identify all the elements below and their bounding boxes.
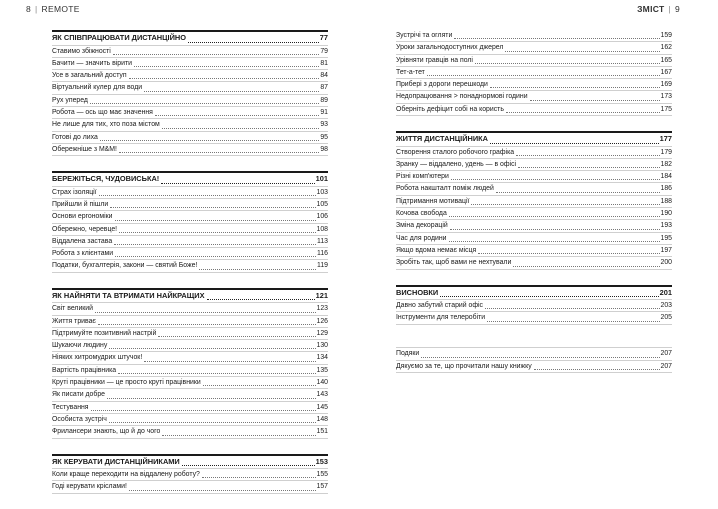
toc-chapter-heading[interactable] — [52, 454, 328, 470]
entry-title: Прибері з дороги перешкоди — [396, 81, 488, 89]
entry-page: 145 — [316, 403, 328, 411]
entry-page: 179 — [660, 148, 672, 156]
chapter-page: 177 — [659, 134, 672, 144]
entry-title: Шукаючи людину — [52, 342, 108, 350]
toc-chapter-heading[interactable] — [52, 288, 328, 304]
left-page-contents — [52, 30, 328, 509]
toc-entry[interactable] — [396, 147, 672, 159]
right-page-contents — [396, 30, 672, 388]
entry-title: Круті працівники — це просто круті працівники — [52, 379, 201, 387]
dot-leader — [440, 295, 658, 297]
dot-leader — [518, 166, 659, 168]
dot-leader — [155, 114, 319, 116]
entry-title: Створення сталого робочого графіка — [396, 148, 515, 156]
entry-title: Бачити — значить вірити — [52, 59, 132, 67]
dot-leader — [99, 194, 316, 196]
entry-title: Фрилансери знають, що й до чого — [52, 428, 161, 436]
toc-entry[interactable] — [396, 208, 672, 220]
entry-page: 182 — [660, 160, 672, 168]
entry-title: Не лише для тих, хто поза містом — [52, 121, 160, 129]
entry-title: Подяки — [396, 350, 420, 358]
toc-entry[interactable] — [396, 91, 672, 103]
dot-leader — [478, 252, 659, 254]
chapter-page: 77 — [319, 33, 328, 42]
dot-leader — [119, 231, 315, 233]
entry-title: Обережніше з M&M! — [52, 145, 117, 153]
dot-leader — [110, 206, 315, 208]
entry-page: 188 — [660, 197, 672, 205]
entry-title: Дякуємо за те, що прочитали нашу книжку — [396, 362, 532, 370]
entry-page: 98 — [320, 145, 328, 153]
header-separator: | — [35, 4, 38, 14]
chapter-title: ЖИТТЯ ДИСТАНЦІЙНИКА — [396, 134, 489, 144]
entry-title: Як писати добре — [52, 391, 105, 399]
dot-leader — [98, 323, 316, 325]
dot-leader — [100, 139, 320, 141]
entry-title: Уроки загальнодоступних джерел — [396, 44, 504, 52]
dot-leader — [129, 77, 320, 79]
dot-leader — [199, 268, 316, 270]
dot-leader — [207, 298, 315, 300]
dot-leader — [107, 397, 316, 399]
entry-title: Світ великий — [52, 305, 94, 313]
toc-entry[interactable] — [396, 220, 672, 232]
entry-title: Тестування — [52, 403, 89, 411]
entry-title: Робота з клієнтами — [52, 250, 114, 258]
toc-entry[interactable] — [52, 481, 328, 493]
right-page-number: 9 — [674, 4, 680, 14]
entry-page: 157 — [316, 483, 328, 491]
entry-page: 93 — [320, 121, 328, 129]
toc-section — [396, 285, 672, 373]
dot-leader — [114, 243, 316, 245]
toc-entry[interactable] — [396, 55, 672, 67]
entry-page: 167 — [660, 68, 672, 76]
toc-entry[interactable] — [52, 469, 328, 481]
entry-page: 130 — [316, 342, 328, 350]
book-title: REMOTE — [41, 4, 80, 14]
entry-page: 81 — [320, 59, 328, 67]
entry-page: 95 — [320, 133, 328, 141]
left-page-header — [26, 4, 80, 14]
dot-leader — [450, 228, 660, 230]
toc-entry[interactable] — [52, 211, 328, 223]
entry-title: Підтримуйте позитивний настрій — [52, 329, 157, 337]
entry-title: Страх ізоляції — [52, 188, 97, 196]
toc-entry[interactable] — [396, 312, 672, 324]
toc-entry[interactable] — [396, 159, 672, 171]
toc-entry[interactable] — [52, 236, 328, 248]
dot-leader — [490, 86, 660, 88]
dot-leader — [475, 62, 660, 64]
toc-section — [52, 30, 328, 156]
chapter-page: 121 — [315, 290, 328, 300]
dot-leader — [427, 74, 660, 76]
dot-leader — [162, 127, 320, 129]
entry-title: Ніяких хитромудрих штучок! — [52, 354, 143, 362]
toc-entry[interactable] — [52, 389, 328, 401]
toc-entry[interactable] — [52, 414, 328, 426]
dot-leader — [421, 356, 659, 358]
entry-page: 84 — [320, 72, 328, 80]
toc-spacer — [396, 325, 672, 349]
entry-title: Інструменти для телеробіти — [396, 314, 486, 322]
toc-entry[interactable] — [52, 199, 328, 211]
dot-leader — [449, 240, 660, 242]
toc-entry[interactable] — [396, 233, 672, 245]
entry-title: Віддалена застава — [52, 237, 113, 245]
dot-leader — [109, 421, 316, 423]
entry-page: 79 — [320, 47, 328, 55]
dot-leader — [144, 90, 319, 92]
dot-leader — [490, 142, 659, 144]
toc-entry[interactable] — [396, 67, 672, 79]
entry-title: Усе в загальний доступ — [52, 72, 127, 80]
entry-title: Готові до лиха — [52, 133, 98, 141]
chapter-page: 153 — [315, 456, 328, 466]
toc-entry[interactable] — [396, 257, 672, 269]
entry-page: 197 — [660, 246, 672, 254]
toc-section — [52, 171, 328, 273]
toc-entry[interactable] — [396, 104, 672, 116]
entry-page: 91 — [320, 108, 328, 116]
entry-title: Робота накшталт поміж людей — [396, 185, 494, 193]
toc-entry[interactable] — [52, 224, 328, 236]
entry-title: Коли краще переходити на віддалену роботу? — [52, 471, 200, 479]
entry-page: 190 — [660, 210, 672, 218]
header-separator: | — [668, 4, 671, 14]
entry-page: 148 — [316, 415, 328, 423]
entry-title: Тет-а-тет — [396, 68, 425, 76]
entry-title: Недопрацювання > понаднормові години — [396, 93, 528, 101]
entry-title: Годі керувати кріслами! — [52, 483, 127, 491]
entry-page: 195 — [660, 234, 672, 242]
dot-leader — [203, 384, 316, 386]
toc-entry[interactable] — [52, 303, 328, 315]
entry-title: Основи ергономіки — [52, 213, 113, 221]
dot-leader — [119, 151, 319, 153]
dot-leader — [109, 347, 315, 349]
chapter-title: БЕРЕЖІТЬСЯ, ЧУДОВИСЬКА! — [52, 174, 160, 184]
toc-entry[interactable] — [52, 377, 328, 389]
toc-entry[interactable] — [52, 340, 328, 352]
toc-entry[interactable] — [52, 58, 328, 70]
chapter-page: 201 — [659, 287, 672, 297]
entry-title: Урівняти гравців на полі — [396, 56, 473, 64]
dot-leader — [144, 360, 315, 362]
toc-entry[interactable] — [52, 328, 328, 340]
toc-entry[interactable] — [52, 107, 328, 119]
toc-entry[interactable] — [396, 300, 672, 312]
toc-section — [396, 30, 672, 116]
dot-leader — [516, 154, 659, 156]
toc-entry[interactable] — [52, 402, 328, 414]
entry-title: Зміна декорацій — [396, 222, 448, 230]
toc-entry[interactable] — [52, 248, 328, 260]
contents-title: ЗМІСТ — [637, 4, 665, 14]
entry-title: Зустрічі та огляти — [396, 32, 453, 39]
toc-chapter-heading[interactable] — [52, 30, 328, 46]
entry-page: 106 — [316, 213, 328, 221]
left-page-number: 8 — [26, 4, 32, 14]
entry-title: Час для родини — [396, 234, 447, 242]
entry-page: 186 — [660, 185, 672, 193]
entry-page: 159 — [660, 32, 672, 39]
entry-page: 200 — [660, 259, 672, 267]
chapter-title: ЯК СПІВПРАЦЮВАТИ ДИСТАНЦІЙНО — [52, 33, 186, 42]
entry-title: Зробіть так, щоб вами не нехтували — [396, 259, 512, 267]
toc-entry[interactable] — [52, 95, 328, 107]
dot-leader — [202, 476, 316, 478]
toc-entry[interactable] — [396, 30, 672, 42]
toc-entry[interactable] — [52, 144, 328, 156]
dot-leader — [113, 53, 320, 55]
dot-leader — [471, 203, 659, 205]
entry-title: Обережно, черевце! — [52, 225, 118, 233]
chapter-page: 101 — [315, 174, 328, 184]
toc-entry[interactable] — [52, 316, 328, 328]
dot-leader — [95, 311, 315, 313]
entry-title: Давно забутий старий офіс — [396, 302, 483, 310]
entry-page: 116 — [317, 250, 328, 258]
toc-entry[interactable] — [52, 132, 328, 144]
dot-leader — [115, 255, 316, 257]
entry-page: 89 — [320, 96, 328, 104]
entry-page: 151 — [316, 428, 328, 436]
dot-leader — [506, 111, 660, 113]
toc-entry[interactable] — [396, 348, 672, 360]
chapter-title: ЯК КЕРУВАТИ ДИСТАНЦІЙНИКАМИ — [52, 456, 180, 466]
dot-leader — [454, 37, 659, 39]
entry-title: Кочова свобода — [396, 210, 447, 218]
toc-entry[interactable] — [52, 260, 328, 272]
entry-page: 207 — [660, 362, 672, 370]
entry-page: 143 — [316, 391, 328, 399]
toc-entry[interactable] — [52, 426, 328, 438]
toc-entry[interactable] — [52, 46, 328, 58]
chapter-title: ВИСНОВКИ — [396, 287, 439, 297]
dot-leader — [496, 191, 660, 193]
entry-title: Підтримання мотивації — [396, 197, 470, 205]
entry-title: Вартість працівника — [52, 366, 117, 374]
toc-section — [396, 131, 672, 269]
toc-entry[interactable] — [396, 361, 672, 373]
entry-page: 162 — [660, 44, 672, 52]
dot-leader — [158, 335, 315, 337]
toc-chapter-heading[interactable] — [396, 285, 672, 301]
dot-leader — [118, 372, 315, 374]
dot-leader — [182, 464, 315, 466]
toc-entry[interactable] — [52, 119, 328, 131]
toc-entry[interactable] — [52, 82, 328, 94]
toc-entry[interactable] — [396, 171, 672, 183]
entry-title: Рух уперед — [52, 96, 88, 104]
dot-leader — [91, 409, 316, 411]
entry-page: 175 — [660, 105, 672, 113]
entry-title: Віртуальний кулер для води — [52, 84, 143, 92]
toc-chapter-heading[interactable] — [52, 171, 328, 187]
entry-title: Оберніть дефіцит собі на користь — [396, 105, 504, 113]
chapter-title: ЯК НАЙНЯТИ ТА ВТРИМАТИ НАЙКРАЩИХ — [52, 290, 205, 300]
dot-leader — [188, 41, 319, 43]
dot-leader — [530, 99, 660, 101]
entry-title: Податки, бухгалтерія, закони — святий Боже! — [52, 262, 198, 270]
dot-leader — [485, 307, 660, 309]
entry-page: 165 — [660, 56, 672, 64]
dot-leader — [134, 65, 319, 67]
toc-entry[interactable] — [52, 352, 328, 364]
toc-entry[interactable] — [396, 183, 672, 195]
entry-page: 193 — [660, 222, 672, 230]
entry-title: Життя триває — [52, 317, 96, 325]
toc-entry[interactable] — [396, 42, 672, 54]
toc-section — [52, 288, 328, 439]
entry-page: 129 — [316, 329, 328, 337]
dot-leader — [90, 102, 319, 104]
entry-title: Особиста зустріч — [52, 415, 107, 423]
toc-entry[interactable] — [52, 365, 328, 377]
dot-leader — [487, 320, 659, 322]
entry-title: Прийшли й пішли — [52, 200, 109, 208]
dot-leader — [451, 178, 660, 180]
toc-entry[interactable] — [396, 196, 672, 208]
dot-leader — [505, 50, 659, 52]
entry-title: Робота — ось що має значення — [52, 108, 153, 116]
entry-page: 169 — [660, 81, 672, 89]
entry-page: 155 — [316, 471, 328, 479]
entry-page: 105 — [316, 200, 328, 208]
entry-page: 140 — [316, 379, 328, 387]
right-page-header — [637, 4, 680, 14]
toc-entry[interactable] — [52, 70, 328, 82]
entry-title: Зранку — віддалено, удень — в офісі — [396, 160, 517, 168]
entry-page: 205 — [660, 314, 672, 322]
toc-entry[interactable] — [396, 245, 672, 257]
toc-entry[interactable] — [396, 79, 672, 91]
entry-page: 113 — [317, 237, 328, 245]
entry-page: 126 — [316, 317, 328, 325]
entry-title: Різні комп'ютери — [396, 173, 449, 181]
entry-page: 87 — [320, 84, 328, 92]
entry-page: 103 — [316, 188, 328, 196]
entry-page: 119 — [317, 262, 328, 270]
dot-leader — [161, 182, 314, 184]
entry-page: 123 — [316, 305, 328, 313]
dot-leader — [129, 489, 316, 491]
dot-leader — [534, 368, 660, 370]
entry-page: 173 — [660, 93, 672, 101]
dot-leader — [162, 434, 315, 436]
dot-leader — [115, 219, 316, 221]
entry-page: 203 — [660, 302, 672, 310]
entry-page: 135 — [316, 366, 328, 374]
dot-leader — [449, 215, 660, 217]
entry-page: 108 — [316, 225, 328, 233]
entry-title: Якщо вдома немає місця — [396, 246, 477, 254]
dot-leader — [513, 265, 659, 267]
toc-chapter-heading[interactable] — [396, 131, 672, 147]
entry-page: 207 — [660, 350, 672, 358]
entry-title: Ставимо збіжності — [52, 47, 111, 55]
toc-entry[interactable] — [52, 187, 328, 199]
entry-page: 184 — [660, 173, 672, 181]
entry-page: 134 — [316, 354, 328, 362]
